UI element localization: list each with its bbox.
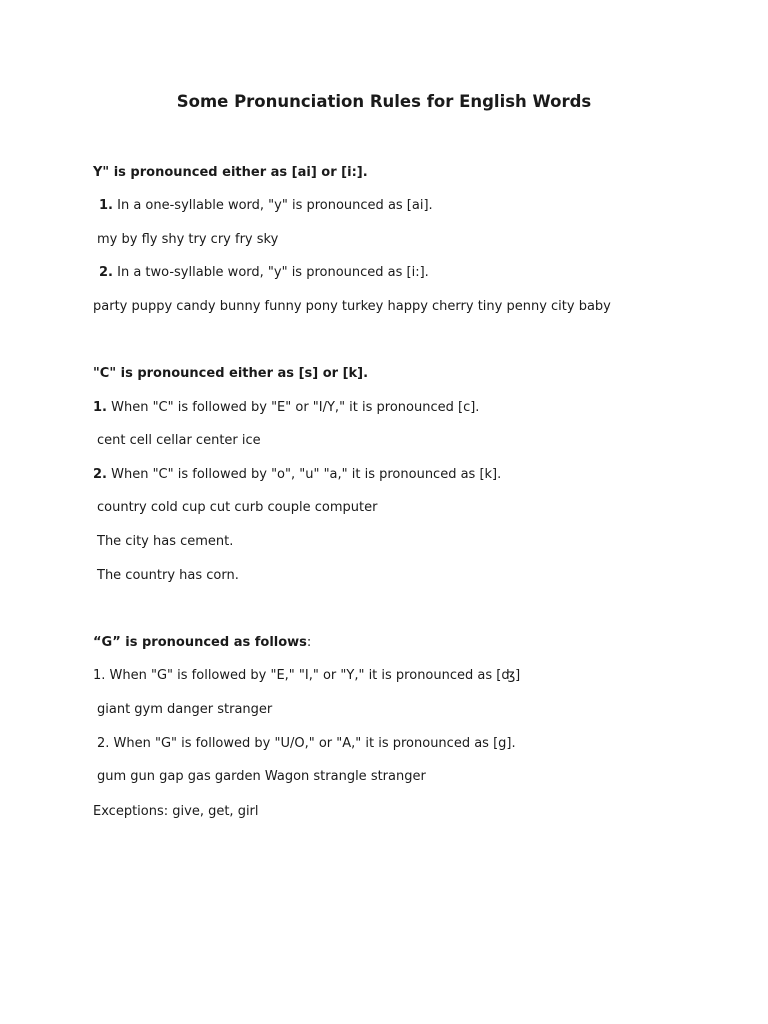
section-g-rule-2: 2. When "G" is followed by "U/O," or "A," it is pronounced as [g]. xyxy=(97,736,516,751)
section-c-rule-2 xyxy=(93,467,501,483)
section-y-rule-2-examples: party puppy candy bunny funny pony turkey happy cherry tiny penny city baby xyxy=(93,299,611,314)
section-g-rule-1-examples: giant gym danger stranger xyxy=(97,702,273,717)
rule-number: 1. xyxy=(99,198,113,213)
section-g-heading xyxy=(93,635,311,651)
rule-number: 2. xyxy=(93,467,107,482)
rule-text: When "C" is followed by "o", "u" "a," it is pronounced as [k]. xyxy=(106,467,502,482)
section-y-rule-1 xyxy=(99,198,433,214)
rule-number: 2. xyxy=(99,265,113,280)
rule-number: 1. xyxy=(93,400,107,415)
section-c-rule-1-examples: cent cell cellar center ice xyxy=(97,433,261,448)
section-y-rule-1-examples: my by fly shy try cry fry sky xyxy=(97,232,279,247)
rule-text: In a one-syllable word, "y" is pronounced as [ai]. xyxy=(112,198,433,213)
rule-text: In a two-syllable word, "y" is pronounced as [i:]. xyxy=(112,265,429,280)
rule-text: When "C" is followed by "E" or "I/Y," it is pronounced [c]. xyxy=(106,400,480,415)
heading-text: “G” is pronounced as follows xyxy=(93,635,307,650)
section-c-rule-2-examples: country cold cup cut curb couple computer xyxy=(97,500,378,515)
section-c-rule-1 xyxy=(93,400,479,416)
section-c-sentence-1: The city has cement. xyxy=(97,534,234,549)
section-g-rule-1: 1. When "G" is followed by "E," "I," or "Y," it is pronounced as [ʤ] xyxy=(93,668,521,683)
section-g-rule-2-examples: gum gun gap gas garden Wagon strangle stranger xyxy=(97,769,426,784)
section-c-sentence-2: The country has corn. xyxy=(97,568,239,583)
section-y-heading: Y" is pronounced either as [ai] or [i:]. xyxy=(93,165,368,180)
document-title: Some Pronunciation Rules for English Words xyxy=(176,92,592,111)
section-g-exceptions: Exceptions: give, get, girl xyxy=(93,804,259,819)
section-c-heading: "C" is pronounced either as [s] or [k]. xyxy=(93,366,369,381)
heading-colon: : xyxy=(306,635,312,650)
section-y-rule-2 xyxy=(99,265,429,281)
